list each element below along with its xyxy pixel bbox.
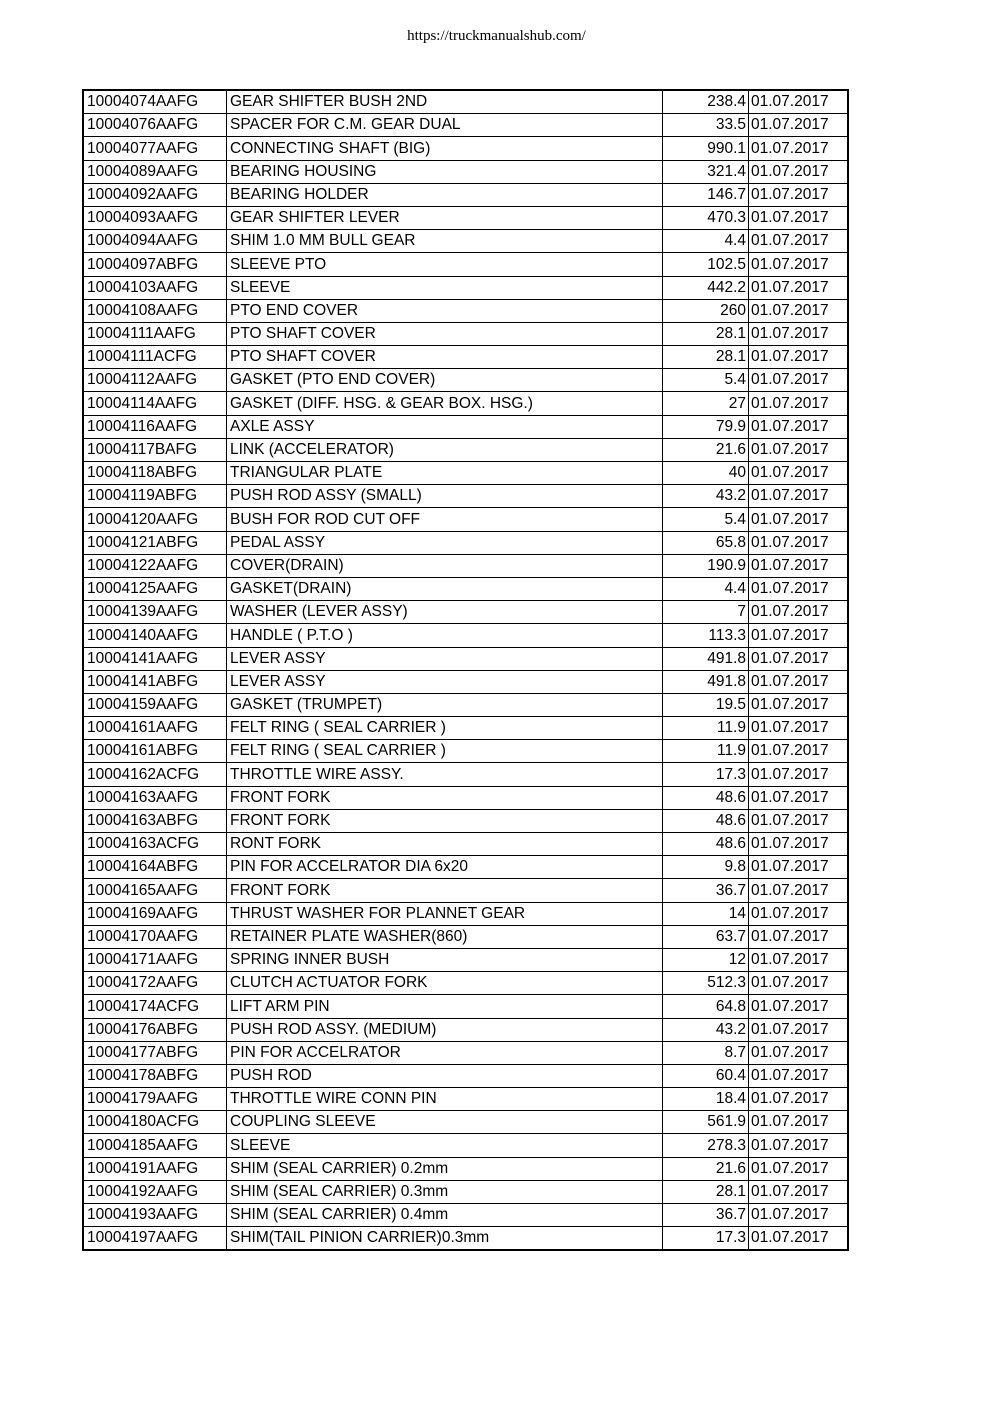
part-price-cell: 11.9 (663, 717, 749, 740)
part-description-cell: PUSH ROD (227, 1064, 663, 1087)
part-number-cell: 10004141AAFG (83, 647, 227, 670)
table-row (83, 624, 848, 647)
part-number-cell: 10004185AAFG (83, 1134, 227, 1157)
part-number-cell: 10004125AAFG (83, 577, 227, 600)
part-number-cell: 10004163AAFG (83, 786, 227, 809)
part-number-cell: 10004163ACFG (83, 833, 227, 856)
part-price-cell: 40 (663, 462, 749, 485)
table-row (83, 809, 848, 832)
part-number-cell: 10004074AAFG (83, 90, 227, 114)
part-number-cell: 10004141ABFG (83, 670, 227, 693)
part-number-cell: 10004140AAFG (83, 624, 227, 647)
part-description-cell: SHIM (SEAL CARRIER) 0.3mm (227, 1180, 663, 1203)
table-row (83, 485, 848, 508)
table-row (83, 1018, 848, 1041)
part-price-cell: 28.1 (663, 1180, 749, 1203)
effective-date-cell: 01.07.2017 (749, 856, 849, 879)
part-price-cell: 7 (663, 601, 749, 624)
effective-date-cell: 01.07.2017 (749, 693, 849, 716)
part-number-cell: 10004122AAFG (83, 554, 227, 577)
table-row (83, 786, 848, 809)
effective-date-cell: 01.07.2017 (749, 717, 849, 740)
effective-date-cell: 01.07.2017 (749, 624, 849, 647)
part-description-cell: GEAR SHIFTER LEVER (227, 206, 663, 229)
part-description-cell: FELT RING ( SEAL CARRIER ) (227, 740, 663, 763)
effective-date-cell: 01.07.2017 (749, 253, 849, 276)
effective-date-cell: 01.07.2017 (749, 1088, 849, 1111)
table-row (83, 601, 848, 624)
part-price-cell: 21.6 (663, 438, 749, 461)
part-description-cell: COUPLING SLEEVE (227, 1111, 663, 1134)
part-number-cell: 10004093AAFG (83, 206, 227, 229)
part-number-cell: 10004094AAFG (83, 230, 227, 253)
part-price-cell: 60.4 (663, 1064, 749, 1087)
part-number-cell: 10004172AAFG (83, 972, 227, 995)
part-price-cell: 9.8 (663, 856, 749, 879)
part-number-cell: 10004119ABFG (83, 485, 227, 508)
table-row (83, 462, 848, 485)
part-description-cell: GASKET (TRUMPET) (227, 693, 663, 716)
part-price-cell: 4.4 (663, 230, 749, 253)
effective-date-cell: 01.07.2017 (749, 206, 849, 229)
part-description-cell: THROTTLE WIRE ASSY. (227, 763, 663, 786)
part-description-cell: SHIM (SEAL CARRIER) 0.2mm (227, 1157, 663, 1180)
part-price-cell: 14 (663, 902, 749, 925)
part-description-cell: CONNECTING SHAFT (BIG) (227, 137, 663, 160)
part-price-cell: 48.6 (663, 833, 749, 856)
effective-date-cell: 01.07.2017 (749, 995, 849, 1018)
part-description-cell: AXLE ASSY (227, 415, 663, 438)
part-price-cell: 36.7 (663, 879, 749, 902)
table-row (83, 1157, 848, 1180)
effective-date-cell: 01.07.2017 (749, 925, 849, 948)
part-number-cell: 10004111AAFG (83, 322, 227, 345)
effective-date-cell: 01.07.2017 (749, 114, 849, 137)
effective-date-cell: 01.07.2017 (749, 647, 849, 670)
effective-date-cell: 01.07.2017 (749, 1018, 849, 1041)
part-number-cell: 10004179AAFG (83, 1088, 227, 1111)
table-row (83, 1204, 848, 1227)
part-price-cell: 63.7 (663, 925, 749, 948)
effective-date-cell: 01.07.2017 (749, 485, 849, 508)
part-number-cell: 10004170AAFG (83, 925, 227, 948)
effective-date-cell: 01.07.2017 (749, 786, 849, 809)
part-description-cell: CLUTCH ACTUATOR FORK (227, 972, 663, 995)
part-number-cell: 10004193AAFG (83, 1204, 227, 1227)
part-number-cell: 10004103AAFG (83, 276, 227, 299)
effective-date-cell: 01.07.2017 (749, 554, 849, 577)
table-row (83, 554, 848, 577)
part-description-cell: COVER(DRAIN) (227, 554, 663, 577)
table-row (83, 369, 848, 392)
part-price-cell: 36.7 (663, 1204, 749, 1227)
part-price-cell: 64.8 (663, 995, 749, 1018)
part-price-cell: 19.5 (663, 693, 749, 716)
part-price-cell: 27 (663, 392, 749, 415)
part-number-cell: 10004180ACFG (83, 1111, 227, 1134)
effective-date-cell: 01.07.2017 (749, 972, 849, 995)
table-row (83, 693, 848, 716)
part-number-cell: 10004178ABFG (83, 1064, 227, 1087)
table-row (83, 1064, 848, 1087)
part-description-cell: SPRING INNER BUSH (227, 948, 663, 971)
part-description-cell: GASKET (DIFF. HSG. & GEAR BOX. HSG.) (227, 392, 663, 415)
part-number-cell: 10004077AAFG (83, 137, 227, 160)
part-number-cell: 10004112AAFG (83, 369, 227, 392)
part-price-cell: 18.4 (663, 1088, 749, 1111)
table-row (83, 1134, 848, 1157)
effective-date-cell: 01.07.2017 (749, 1227, 849, 1251)
table-row (83, 856, 848, 879)
effective-date-cell: 01.07.2017 (749, 1157, 849, 1180)
part-description-cell: FRONT FORK (227, 809, 663, 832)
part-number-cell: 10004117BAFG (83, 438, 227, 461)
part-number-cell: 10004162ACFG (83, 763, 227, 786)
part-price-cell: 48.6 (663, 786, 749, 809)
table-row (83, 1111, 848, 1134)
effective-date-cell: 01.07.2017 (749, 1041, 849, 1064)
part-description-cell: FRONT FORK (227, 879, 663, 902)
table-row (83, 299, 848, 322)
table-row (83, 740, 848, 763)
table-row (83, 392, 848, 415)
part-description-cell: SHIM (SEAL CARRIER) 0.4mm (227, 1204, 663, 1227)
part-price-cell: 43.2 (663, 1018, 749, 1041)
part-description-cell: FELT RING ( SEAL CARRIER ) (227, 717, 663, 740)
effective-date-cell: 01.07.2017 (749, 160, 849, 183)
part-price-cell: 79.9 (663, 415, 749, 438)
table-row (83, 647, 848, 670)
table-row (83, 577, 848, 600)
part-description-cell: PUSH ROD ASSY (SMALL) (227, 485, 663, 508)
table-row (83, 948, 848, 971)
part-price-cell: 28.1 (663, 346, 749, 369)
part-number-cell: 10004161ABFG (83, 740, 227, 763)
part-description-cell: RONT FORK (227, 833, 663, 856)
table-row (83, 1088, 848, 1111)
effective-date-cell: 01.07.2017 (749, 879, 849, 902)
part-price-cell: 146.7 (663, 183, 749, 206)
part-price-cell: 48.6 (663, 809, 749, 832)
part-price-cell: 17.3 (663, 763, 749, 786)
source-url: https://truckmanualshub.com/ (407, 28, 586, 44)
part-number-cell: 10004177ABFG (83, 1041, 227, 1064)
part-description-cell: FRONT FORK (227, 786, 663, 809)
table-row (83, 230, 848, 253)
part-number-cell: 10004076AAFG (83, 114, 227, 137)
parts-price-table (82, 89, 849, 1251)
part-price-cell: 238.4 (663, 90, 749, 114)
effective-date-cell: 01.07.2017 (749, 299, 849, 322)
table-row (83, 1180, 848, 1203)
part-number-cell: 10004139AAFG (83, 601, 227, 624)
table-row (83, 183, 848, 206)
effective-date-cell: 01.07.2017 (749, 322, 849, 345)
part-price-cell: 491.8 (663, 647, 749, 670)
table-row (83, 670, 848, 693)
part-number-cell: 10004174ACFG (83, 995, 227, 1018)
part-number-cell: 10004121ABFG (83, 531, 227, 554)
part-number-cell: 10004191AAFG (83, 1157, 227, 1180)
table-row (83, 763, 848, 786)
effective-date-cell: 01.07.2017 (749, 601, 849, 624)
table-row (83, 902, 848, 925)
part-price-cell: 33.5 (663, 114, 749, 137)
part-description-cell: GEAR SHIFTER BUSH 2ND (227, 90, 663, 114)
part-price-cell: 21.6 (663, 1157, 749, 1180)
part-number-cell: 10004163ABFG (83, 809, 227, 832)
part-number-cell: 10004169AAFG (83, 902, 227, 925)
table-row (83, 925, 848, 948)
part-description-cell: PTO SHAFT COVER (227, 322, 663, 345)
table-row (83, 972, 848, 995)
part-description-cell: PEDAL ASSY (227, 531, 663, 554)
part-number-cell: 10004120AAFG (83, 508, 227, 531)
part-price-cell: 260 (663, 299, 749, 322)
table-row (83, 995, 848, 1018)
table-row (83, 160, 848, 183)
table-row (83, 879, 848, 902)
effective-date-cell: 01.07.2017 (749, 137, 849, 160)
part-description-cell: PIN FOR ACCELRATOR DIA 6x20 (227, 856, 663, 879)
part-description-cell: BUSH FOR ROD CUT OFF (227, 508, 663, 531)
part-price-cell: 8.7 (663, 1041, 749, 1064)
table-row (83, 322, 848, 345)
part-price-cell: 990.1 (663, 137, 749, 160)
effective-date-cell: 01.07.2017 (749, 90, 849, 114)
part-number-cell: 10004159AAFG (83, 693, 227, 716)
part-description-cell: LIFT ARM PIN (227, 995, 663, 1018)
effective-date-cell: 01.07.2017 (749, 415, 849, 438)
part-number-cell: 10004165AAFG (83, 879, 227, 902)
table-row (83, 137, 848, 160)
part-price-cell: 512.3 (663, 972, 749, 995)
part-description-cell: PUSH ROD ASSY. (MEDIUM) (227, 1018, 663, 1041)
part-price-cell: 28.1 (663, 322, 749, 345)
table-row (83, 1041, 848, 1064)
part-price-cell: 102.5 (663, 253, 749, 276)
table-row (83, 253, 848, 276)
part-number-cell: 10004161AAFG (83, 717, 227, 740)
part-price-cell: 321.4 (663, 160, 749, 183)
table-row (83, 508, 848, 531)
effective-date-cell: 01.07.2017 (749, 230, 849, 253)
part-number-cell: 10004092AAFG (83, 183, 227, 206)
part-price-cell: 491.8 (663, 670, 749, 693)
part-description-cell: PTO SHAFT COVER (227, 346, 663, 369)
effective-date-cell: 01.07.2017 (749, 508, 849, 531)
table-row (83, 833, 848, 856)
part-description-cell: BEARING HOLDER (227, 183, 663, 206)
table-row (83, 531, 848, 554)
part-number-cell: 10004192AAFG (83, 1180, 227, 1203)
part-description-cell: RETAINER PLATE WASHER(860) (227, 925, 663, 948)
part-number-cell: 10004118ABFG (83, 462, 227, 485)
effective-date-cell: 01.07.2017 (749, 1111, 849, 1134)
part-price-cell: 113.3 (663, 624, 749, 647)
part-description-cell: THROTTLE WIRE CONN PIN (227, 1088, 663, 1111)
effective-date-cell: 01.07.2017 (749, 577, 849, 600)
effective-date-cell: 01.07.2017 (749, 902, 849, 925)
table-row (83, 438, 848, 461)
part-price-cell: 12 (663, 948, 749, 971)
table-row (83, 1227, 848, 1251)
part-description-cell: SLEEVE PTO (227, 253, 663, 276)
part-description-cell: THRUST WASHER FOR PLANNET GEAR (227, 902, 663, 925)
part-price-cell: 17.3 (663, 1227, 749, 1251)
effective-date-cell: 01.07.2017 (749, 1180, 849, 1203)
effective-date-cell: 01.07.2017 (749, 809, 849, 832)
part-price-cell: 278.3 (663, 1134, 749, 1157)
part-number-cell: 10004197AAFG (83, 1227, 227, 1251)
part-description-cell: GASKET(DRAIN) (227, 577, 663, 600)
effective-date-cell: 01.07.2017 (749, 462, 849, 485)
part-number-cell: 10004164ABFG (83, 856, 227, 879)
part-price-cell: 561.9 (663, 1111, 749, 1134)
parts-table-body (83, 90, 848, 1250)
table-row (83, 276, 848, 299)
part-price-cell: 4.4 (663, 577, 749, 600)
effective-date-cell: 01.07.2017 (749, 276, 849, 299)
part-price-cell: 11.9 (663, 740, 749, 763)
part-description-cell: LINK (ACCELERATOR) (227, 438, 663, 461)
effective-date-cell: 01.07.2017 (749, 369, 849, 392)
part-number-cell: 10004116AAFG (83, 415, 227, 438)
table-row (83, 717, 848, 740)
effective-date-cell: 01.07.2017 (749, 740, 849, 763)
effective-date-cell: 01.07.2017 (749, 183, 849, 206)
effective-date-cell: 01.07.2017 (749, 948, 849, 971)
effective-date-cell: 01.07.2017 (749, 346, 849, 369)
part-price-cell: 442.2 (663, 276, 749, 299)
part-number-cell: 10004108AAFG (83, 299, 227, 322)
part-description-cell: BEARING HOUSING (227, 160, 663, 183)
table-row (83, 415, 848, 438)
part-number-cell: 10004171AAFG (83, 948, 227, 971)
part-number-cell: 10004097ABFG (83, 253, 227, 276)
part-price-cell: 190.9 (663, 554, 749, 577)
part-description-cell: HANDLE ( P.T.O ) (227, 624, 663, 647)
effective-date-cell: 01.07.2017 (749, 392, 849, 415)
table-row (83, 346, 848, 369)
part-price-cell: 5.4 (663, 508, 749, 531)
effective-date-cell: 01.07.2017 (749, 438, 849, 461)
effective-date-cell: 01.07.2017 (749, 1134, 849, 1157)
table-row (83, 90, 848, 114)
part-number-cell: 10004111ACFG (83, 346, 227, 369)
part-description-cell: PTO END COVER (227, 299, 663, 322)
part-description-cell: LEVER ASSY (227, 647, 663, 670)
effective-date-cell: 01.07.2017 (749, 833, 849, 856)
part-description-cell: LEVER ASSY (227, 670, 663, 693)
part-price-cell: 65.8 (663, 531, 749, 554)
table-row (83, 206, 848, 229)
part-description-cell: PIN FOR ACCELRATOR (227, 1041, 663, 1064)
part-number-cell: 10004176ABFG (83, 1018, 227, 1041)
effective-date-cell: 01.07.2017 (749, 531, 849, 554)
effective-date-cell: 01.07.2017 (749, 670, 849, 693)
effective-date-cell: 01.07.2017 (749, 1204, 849, 1227)
part-description-cell: SPACER FOR C.M. GEAR DUAL (227, 114, 663, 137)
part-description-cell: SHIM 1.0 MM BULL GEAR (227, 230, 663, 253)
part-description-cell: WASHER (LEVER ASSY) (227, 601, 663, 624)
table-row (83, 114, 848, 137)
effective-date-cell: 01.07.2017 (749, 1064, 849, 1087)
part-number-cell: 10004114AAFG (83, 392, 227, 415)
part-price-cell: 5.4 (663, 369, 749, 392)
part-number-cell: 10004089AAFG (83, 160, 227, 183)
part-description-cell: SLEEVE (227, 1134, 663, 1157)
part-description-cell: GASKET (PTO END COVER) (227, 369, 663, 392)
part-price-cell: 43.2 (663, 485, 749, 508)
part-description-cell: SHIM(TAIL PINION CARRIER)0.3mm (227, 1227, 663, 1251)
part-description-cell: SLEEVE (227, 276, 663, 299)
part-price-cell: 470.3 (663, 206, 749, 229)
effective-date-cell: 01.07.2017 (749, 763, 849, 786)
part-description-cell: TRIANGULAR PLATE (227, 462, 663, 485)
